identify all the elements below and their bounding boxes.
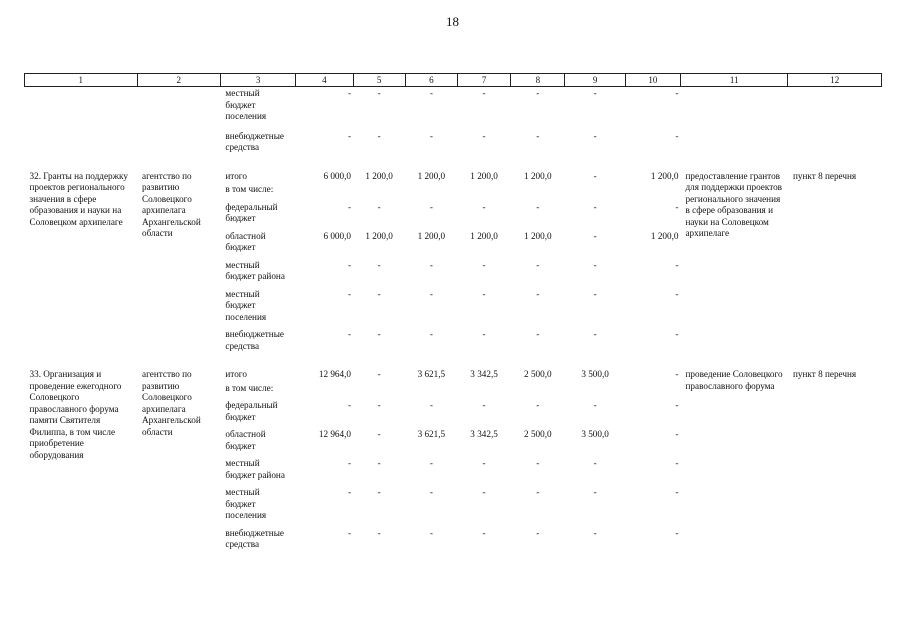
funding-source-cell: внебюджетные средства — [225, 527, 284, 549]
funding-source-cell: федеральный бюджет — [225, 201, 278, 223]
amount-cell: - — [429, 259, 433, 270]
amount-cell: - — [377, 487, 381, 497]
amount-cell: - — [377, 429, 381, 439]
executor-cell — [137, 87, 220, 123]
amount-cell: 1 200,0 — [470, 230, 498, 241]
amount-cell: - — [429, 487, 433, 497]
result-cell: проведение Соловецкого православного форума — [685, 369, 783, 391]
amount-cell: - — [347, 400, 351, 410]
amount-cell: 3 342,5 — [470, 429, 498, 439]
section-spacer — [25, 352, 882, 369]
reference-cell — [788, 87, 882, 123]
column-header: 3 — [220, 74, 295, 87]
amount-cell: - — [347, 527, 351, 538]
amount-cell: - — [675, 369, 679, 379]
amount-cell: - — [675, 288, 679, 299]
amount-cell: - — [377, 88, 381, 98]
measure-name-cell: 32. Гранты на поддержку проектов регионального значения в сфере образования и науки на Соловецком архипелаге — [29, 170, 128, 227]
amount-cell: 1 200,0 — [417, 170, 446, 181]
funding-source-cell: федеральный бюджет — [225, 400, 278, 422]
amount-cell — [511, 182, 565, 196]
amount-cell: - — [593, 487, 597, 497]
column-header: 4 — [296, 74, 353, 87]
amount-cell: - — [675, 400, 679, 410]
amount-cell: 1 200,0 — [524, 170, 552, 181]
section-spacer — [25, 154, 882, 171]
amount-cell: - — [482, 201, 486, 212]
amount-cell: - — [675, 429, 679, 439]
amount-cell: 1 200,0 — [365, 170, 393, 181]
amount-cell: 12 964,0 — [318, 369, 351, 379]
amount-cell: - — [347, 259, 351, 270]
funding-source-cell: местный бюджет поселения — [225, 88, 267, 121]
amount-cell: - — [347, 329, 351, 339]
amount-cell: - — [536, 130, 540, 141]
funding-source-cell: местный бюджет района — [225, 458, 285, 480]
column-header: 11 — [680, 74, 788, 87]
amount-cell: - — [347, 487, 351, 497]
amount-cell: - — [377, 259, 381, 270]
amount-cell: - — [347, 88, 351, 98]
spacer-cell — [25, 154, 882, 171]
amount-cell: - — [675, 527, 679, 538]
amount-cell — [353, 381, 405, 395]
amount-cell: 6 000,0 — [323, 170, 351, 181]
measure-name-cell — [25, 123, 138, 154]
amount-cell — [296, 182, 353, 196]
amount-cell — [511, 381, 565, 395]
amount-cell — [405, 381, 457, 395]
funding-source-cell: внебюджетные средства — [225, 329, 284, 351]
column-header: 6 — [405, 74, 457, 87]
reference-cell: пункт 8 перечня — [792, 369, 857, 379]
amount-cell: - — [593, 527, 597, 538]
amount-cell: - — [593, 201, 597, 212]
reference-cell — [788, 123, 882, 154]
amount-cell: - — [377, 130, 381, 141]
amount-cell: - — [482, 458, 486, 468]
amount-cell: 6 000,0 — [323, 230, 351, 241]
amount-cell: - — [675, 130, 679, 141]
amount-cell: - — [482, 288, 486, 299]
amount-cell: - — [593, 230, 597, 241]
amount-cell — [565, 381, 625, 395]
amount-cell: 2 500,0 — [524, 429, 552, 439]
amount-cell: 3 621,5 — [417, 369, 446, 379]
spacer-cell — [25, 352, 882, 369]
amount-cell: - — [593, 170, 597, 181]
amount-cell: - — [675, 259, 679, 270]
table-row — [25, 171, 882, 183]
column-header: 5 — [353, 74, 405, 87]
amount-cell: 12 964,0 — [318, 429, 351, 439]
amount-cell: - — [429, 130, 433, 141]
result-cell: предоставление грантов для поддержки проектов регионального значения в сфере образования и науки на Соловецком архипелаге — [685, 170, 783, 238]
executor-cell — [137, 123, 220, 154]
funding-source-cell: областной бюджет — [225, 230, 266, 252]
amount-cell: - — [377, 527, 381, 538]
column-header: 9 — [565, 74, 625, 87]
funding-source-cell: внебюджетные средства — [225, 130, 284, 152]
funding-source-cell: областной бюджет — [225, 429, 266, 451]
amount-cell — [625, 182, 680, 196]
funding-source-cell: итого — [225, 170, 247, 181]
amount-cell: - — [429, 88, 433, 98]
budget-table — [24, 73, 882, 551]
amount-cell: - — [482, 487, 486, 497]
amount-cell — [457, 381, 510, 395]
amount-cell: - — [536, 487, 540, 497]
amount-cell: 3 500,0 — [581, 369, 609, 379]
amount-cell: - — [347, 130, 351, 141]
amount-cell: - — [429, 329, 433, 339]
amount-cell: - — [482, 329, 486, 339]
table-row — [25, 123, 882, 154]
amount-cell: - — [593, 130, 597, 141]
header-row — [25, 74, 882, 87]
page-number: 18 — [446, 14, 459, 29]
amount-cell: - — [347, 288, 351, 299]
amount-cell: 1 200,0 — [524, 230, 552, 241]
column-header: 7 — [457, 74, 510, 87]
amount-cell: 1 200,0 — [650, 230, 679, 241]
result-cell — [680, 123, 788, 154]
executor-cell: агентство по развитию Соловецкого архипелага Архангельской области — [142, 170, 201, 238]
amount-cell — [565, 182, 625, 196]
amount-cell — [296, 381, 353, 395]
amount-cell — [457, 182, 510, 196]
funding-source-cell: итого — [225, 369, 247, 379]
column-header: 8 — [511, 74, 565, 87]
amount-cell: 1 200,0 — [650, 170, 679, 181]
amount-cell: - — [536, 527, 540, 538]
amount-cell: - — [377, 369, 381, 379]
amount-cell: 1 200,0 — [417, 230, 446, 241]
measure-name-cell — [25, 87, 138, 123]
amount-cell: - — [482, 400, 486, 410]
table-body — [25, 87, 882, 551]
amount-cell: - — [593, 458, 597, 468]
funding-source-cell: местный бюджет поселения — [225, 288, 267, 322]
amount-cell: - — [377, 458, 381, 468]
amount-cell: - — [536, 88, 540, 98]
column-header: 2 — [137, 74, 220, 87]
amount-cell: - — [675, 88, 679, 98]
executor-cell: агентство по развитию Соловецкого архипелага Архангельской области — [142, 369, 201, 437]
amount-cell — [625, 381, 680, 395]
funding-source-cell: в том числе: — [225, 382, 274, 393]
amount-cell: 3 342,5 — [470, 369, 498, 379]
amount-cell: - — [347, 458, 351, 468]
funding-source-cell: местный бюджет района — [225, 259, 285, 281]
amount-cell: - — [377, 329, 381, 339]
amount-cell: - — [429, 458, 433, 468]
amount-cell: - — [593, 329, 597, 339]
amount-cell: - — [536, 259, 540, 270]
amount-cell: - — [536, 201, 540, 212]
reference-cell: пункт 8 перечня — [792, 170, 857, 181]
amount-cell: 1 200,0 — [470, 170, 498, 181]
amount-cell: - — [377, 288, 381, 299]
amount-cell — [353, 182, 405, 196]
column-header: 1 — [25, 74, 138, 87]
amount-cell: - — [675, 201, 679, 212]
amount-cell: 3 621,5 — [417, 429, 446, 439]
amount-cell: - — [429, 288, 433, 299]
column-header: 10 — [625, 74, 680, 87]
amount-cell: - — [482, 130, 486, 141]
amount-cell: 1 200,0 — [365, 230, 393, 241]
amount-cell: - — [429, 400, 433, 410]
amount-cell: - — [675, 329, 679, 339]
amount-cell: - — [593, 400, 597, 410]
result-cell — [680, 87, 788, 123]
amount-cell: - — [347, 201, 351, 212]
amount-cell: - — [482, 527, 486, 538]
amount-cell: - — [377, 400, 381, 410]
funding-source-cell: местный бюджет поселения — [225, 487, 267, 520]
amount-cell: - — [536, 400, 540, 410]
amount-cell: - — [593, 288, 597, 299]
amount-cell: - — [593, 259, 597, 270]
amount-cell: - — [536, 288, 540, 299]
amount-cell: - — [482, 88, 486, 98]
funding-source-cell: в том числе: — [225, 184, 274, 194]
column-header: 12 — [788, 74, 882, 87]
table-row — [25, 369, 882, 381]
amount-cell: - — [377, 201, 381, 212]
amount-cell: - — [429, 527, 433, 538]
amount-cell: - — [536, 329, 540, 339]
amount-cell: - — [593, 88, 597, 98]
amount-cell: - — [482, 259, 486, 270]
amount-cell — [405, 182, 457, 196]
amount-cell: - — [429, 201, 433, 212]
table-row — [25, 87, 882, 123]
amount-cell: - — [675, 458, 679, 468]
amount-cell: - — [675, 487, 679, 497]
amount-cell: - — [536, 458, 540, 468]
amount-cell: 3 500,0 — [581, 429, 609, 439]
amount-cell: 2 500,0 — [524, 369, 552, 379]
measure-name-cell: 33. Организация и проведение ежегодного Соловецкого православного форума памяти Святителя Филиппа, в том числе приобретение оборудования — [29, 369, 122, 460]
